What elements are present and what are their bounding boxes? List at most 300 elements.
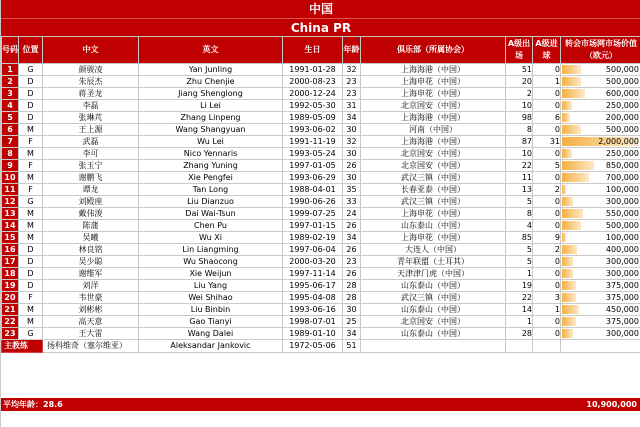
player-value: 700,000 <box>605 172 639 182</box>
player-value-cell[interactable] <box>561 160 640 172</box>
player-name-cn[interactable]: 吴少聪 <box>43 256 139 268</box>
player-age[interactable]: 30 <box>343 124 361 136</box>
player-name-en[interactable]: Chen Pu <box>139 220 283 232</box>
player-name-cn[interactable]: 刘洋 <box>43 280 139 292</box>
player-number[interactable]: 19 <box>2 280 19 292</box>
player-apps[interactable]: 20 <box>506 76 533 88</box>
player-age[interactable]: 34 <box>343 232 361 244</box>
player-value-cell[interactable] <box>561 208 640 220</box>
player-value-cell[interactable] <box>561 172 640 184</box>
player-age[interactable]: 23 <box>343 76 361 88</box>
player-goals[interactable]: 0 <box>533 100 561 112</box>
player-name-en[interactable]: Dai Wai-Tsun <box>139 208 283 220</box>
player-age[interactable]: 26 <box>343 160 361 172</box>
player-club[interactable]: 山东泰山（中国） <box>361 220 506 232</box>
player-value-cell[interactable] <box>561 136 640 148</box>
table-row <box>2 148 640 160</box>
player-name-en[interactable]: Wei Shihao <box>139 292 283 304</box>
player-name-cn[interactable]: 谢鹏飞 <box>43 172 139 184</box>
player-value: 300,000 <box>605 256 639 266</box>
player-position[interactable]: M <box>19 148 43 160</box>
player-number[interactable]: 12 <box>2 196 19 208</box>
player-goals[interactable]: 6 <box>533 112 561 124</box>
player-goals[interactable]: 0 <box>533 328 561 340</box>
value-data-bar <box>562 185 566 194</box>
player-dob[interactable]: 1997-01-05 <box>283 160 343 172</box>
player-goals[interactable]: 0 <box>533 64 561 76</box>
player-apps[interactable]: 5 <box>506 244 533 256</box>
table-row <box>2 88 640 100</box>
player-value-cell[interactable] <box>561 280 640 292</box>
player-club[interactable]: 武汉三镇（中国） <box>361 172 506 184</box>
player-dob[interactable]: 1993-05-24 <box>283 148 343 160</box>
player-apps[interactable]: 8 <box>506 124 533 136</box>
player-club[interactable]: 上海申花（中国） <box>361 88 506 100</box>
footer-row <box>1 398 640 411</box>
player-goals[interactable]: 0 <box>533 256 561 268</box>
table-row <box>2 184 640 196</box>
player-dob[interactable]: 1998-07-01 <box>283 316 343 328</box>
player-name-en[interactable]: Gao Tianyi <box>139 316 283 328</box>
player-value-cell[interactable] <box>561 184 640 196</box>
player-number[interactable]: 16 <box>2 244 19 256</box>
player-club[interactable]: 山东泰山（中国） <box>361 280 506 292</box>
player-number[interactable]: 9 <box>2 160 19 172</box>
player-number[interactable]: 17 <box>2 256 19 268</box>
player-dob[interactable]: 2000-12-24 <box>283 88 343 100</box>
player-value-cell[interactable] <box>561 316 640 328</box>
player-age[interactable]: 23 <box>343 88 361 100</box>
player-position[interactable]: F <box>19 292 43 304</box>
player-name-en[interactable]: Nico Yennaris <box>139 148 283 160</box>
player-name-en[interactable]: Xie Weijun <box>139 268 283 280</box>
table-row <box>2 256 640 268</box>
player-dob[interactable]: 1991-01-28 <box>283 64 343 76</box>
header-no[interactable]: 号码 <box>2 37 19 64</box>
player-apps[interactable]: 98 <box>506 112 533 124</box>
player-position[interactable]: M <box>19 172 43 184</box>
player-name-cn[interactable]: 刘彬彬 <box>43 304 139 316</box>
player-apps[interactable]: 85 <box>506 232 533 244</box>
table-subtitle: China PR <box>1 18 640 37</box>
table-row <box>2 64 640 76</box>
player-dob[interactable]: 1997-06-04 <box>283 244 343 256</box>
player-name-cn[interactable]: 朱辰杰 <box>43 76 139 88</box>
table-row <box>2 208 640 220</box>
player-age[interactable]: 28 <box>343 292 361 304</box>
player-name-cn[interactable]: 武磊 <box>43 136 139 148</box>
player-goals[interactable]: 0 <box>533 208 561 220</box>
player-apps[interactable]: 14 <box>506 304 533 316</box>
table-row <box>2 124 640 136</box>
player-apps[interactable]: 13 <box>506 184 533 196</box>
table-row <box>2 268 640 280</box>
value-data-bar <box>562 89 585 98</box>
player-name-en[interactable]: Jiang Shenglong <box>139 88 283 100</box>
coach-apps-cell[interactable] <box>506 340 533 353</box>
player-age[interactable]: 32 <box>343 136 361 148</box>
table-row <box>2 244 640 256</box>
player-position[interactable]: G <box>19 64 43 76</box>
player-name-cn[interactable]: 谢维军 <box>43 268 139 280</box>
player-apps[interactable]: 87 <box>506 136 533 148</box>
player-age[interactable]: 30 <box>343 304 361 316</box>
player-club[interactable]: 武汉三镇（中国） <box>361 292 506 304</box>
player-value-cell[interactable] <box>561 88 640 100</box>
player-name-cn[interactable]: 蒋圣龙 <box>43 88 139 100</box>
player-number[interactable]: 2 <box>2 76 19 88</box>
player-position[interactable]: M <box>19 124 43 136</box>
player-value-cell[interactable] <box>561 196 640 208</box>
player-club[interactable]: 上海申花（中国） <box>361 232 506 244</box>
player-value: 400,000 <box>605 244 639 254</box>
player-apps[interactable]: 11 <box>506 172 533 184</box>
player-value: 375,000 <box>605 292 639 302</box>
player-position[interactable]: D <box>19 244 43 256</box>
player-dob[interactable]: 1993-06-29 <box>283 172 343 184</box>
table-row <box>2 232 640 244</box>
player-name-en[interactable]: Xie Pengfei <box>139 172 283 184</box>
player-goals[interactable]: 0 <box>533 268 561 280</box>
player-club[interactable]: 山东泰山（中国） <box>361 328 506 340</box>
player-value: 850,000 <box>605 160 639 170</box>
player-club[interactable]: 长春亚泰（中国） <box>361 184 506 196</box>
value-data-bar <box>562 149 572 158</box>
player-club[interactable]: 山东泰山（中国） <box>361 304 506 316</box>
player-goals[interactable]: 5 <box>533 160 561 172</box>
player-position[interactable]: D <box>19 100 43 112</box>
coach-label[interactable]: 主教练 <box>2 340 43 353</box>
player-value: 2,000,000 <box>598 136 639 146</box>
player-age[interactable]: 34 <box>343 112 361 124</box>
player-number[interactable]: 21 <box>2 304 19 316</box>
header-club[interactable]: 俱乐部（所属协会） <box>361 37 506 64</box>
player-goals[interactable]: 2 <box>533 184 561 196</box>
player-dob[interactable]: 2000-03-20 <box>283 256 343 268</box>
player-dob[interactable]: 1993-06-02 <box>283 124 343 136</box>
player-position[interactable]: M <box>19 232 43 244</box>
player-dob[interactable]: 1991-11-19 <box>283 136 343 148</box>
player-number[interactable]: 8 <box>2 148 19 160</box>
player-position[interactable]: D <box>19 88 43 100</box>
player-goals[interactable]: 3 <box>533 292 561 304</box>
player-apps[interactable]: 1 <box>506 316 533 328</box>
value-data-bar <box>562 293 576 302</box>
player-number[interactable]: 14 <box>2 220 19 232</box>
player-apps[interactable]: 8 <box>506 208 533 220</box>
player-age[interactable]: 28 <box>343 280 361 292</box>
table-row <box>2 280 640 292</box>
coach-goals-cell[interactable] <box>533 340 561 353</box>
player-apps[interactable]: 10 <box>506 100 533 112</box>
table-row <box>2 100 640 112</box>
player-apps[interactable]: 51 <box>506 64 533 76</box>
player-value: 600,000 <box>605 88 639 98</box>
header-cn[interactable]: 中文 <box>43 37 139 64</box>
value-data-bar <box>562 101 572 110</box>
player-club[interactable]: 天津津门虎（中国） <box>361 268 506 280</box>
player-number[interactable]: 23 <box>2 328 19 340</box>
player-apps[interactable]: 28 <box>506 328 533 340</box>
player-name-en[interactable]: Liu Yang <box>139 280 283 292</box>
player-name-en[interactable]: Yan Junling <box>139 64 283 76</box>
coach-club-cell[interactable] <box>361 340 506 353</box>
player-value: 450,000 <box>605 304 639 314</box>
player-number[interactable]: 6 <box>2 124 19 136</box>
header-en[interactable]: 英文 <box>139 37 283 64</box>
player-name-en[interactable]: Liu Dianzuo <box>139 196 283 208</box>
player-position[interactable]: M <box>19 220 43 232</box>
player-apps[interactable]: 10 <box>506 148 533 160</box>
player-age[interactable]: 26 <box>343 220 361 232</box>
player-number[interactable]: 22 <box>2 316 19 328</box>
player-goals[interactable]: 2 <box>533 244 561 256</box>
player-dob[interactable]: 1995-06-17 <box>283 280 343 292</box>
coach-age[interactable]: 51 <box>343 340 361 353</box>
value-data-bar <box>562 113 570 122</box>
player-number[interactable]: 20 <box>2 292 19 304</box>
player-goals[interactable]: 1 <box>533 304 561 316</box>
player-number[interactable]: 1 <box>2 64 19 76</box>
player-apps[interactable]: 5 <box>506 256 533 268</box>
player-club[interactable]: 武汉三镇（中国） <box>361 196 506 208</box>
player-goals[interactable]: 0 <box>533 172 561 184</box>
player-name-cn[interactable]: 韦世豪 <box>43 292 139 304</box>
player-club[interactable]: 河南（中国） <box>361 124 506 136</box>
player-name-en[interactable]: Zhang Linpeng <box>139 112 283 124</box>
player-number[interactable]: 10 <box>2 172 19 184</box>
player-club[interactable]: 上海海港（中国） <box>361 136 506 148</box>
player-dob[interactable]: 1992-05-30 <box>283 100 343 112</box>
player-value: 375,000 <box>605 316 639 326</box>
player-dob[interactable]: 1997-01-15 <box>283 220 343 232</box>
player-goals[interactable]: 31 <box>533 136 561 148</box>
player-value: 550,000 <box>605 208 639 218</box>
table-row <box>2 136 640 148</box>
player-position[interactable]: D <box>19 280 43 292</box>
player-apps[interactable]: 19 <box>506 280 533 292</box>
player-club[interactable]: 上海海港（中国） <box>361 112 506 124</box>
player-name-en[interactable]: Lin Liangming <box>139 244 283 256</box>
player-name-en[interactable]: Zhu Chenjie <box>139 76 283 88</box>
player-dob[interactable]: 1989-02-19 <box>283 232 343 244</box>
player-age[interactable]: 35 <box>343 184 361 196</box>
player-name-en[interactable]: Tan Long <box>139 184 283 196</box>
player-number[interactable]: 4 <box>2 100 19 112</box>
header-row <box>2 37 640 64</box>
value-data-bar <box>562 233 566 242</box>
player-name-cn[interactable]: 刘殿座 <box>43 196 139 208</box>
player-club[interactable]: 大连人（中国） <box>361 244 506 256</box>
player-position[interactable]: M <box>19 316 43 328</box>
player-value-cell[interactable] <box>561 256 640 268</box>
player-number[interactable]: 5 <box>2 112 19 124</box>
player-apps[interactable]: 22 <box>506 160 533 172</box>
average-age[interactable]: 平均年龄：28.6 <box>3 400 63 409</box>
player-number[interactable]: 15 <box>2 232 19 244</box>
value-data-bar <box>562 173 589 182</box>
player-value-cell[interactable] <box>561 64 640 76</box>
table-row <box>2 76 640 88</box>
player-value: 100,000 <box>605 232 639 242</box>
player-age[interactable]: 32 <box>343 64 361 76</box>
player-name-cn[interactable]: 王大雷 <box>43 328 139 340</box>
player-club[interactable]: 北京国安（中国） <box>361 148 506 160</box>
player-position[interactable]: D <box>19 256 43 268</box>
player-dob[interactable]: 1990-06-26 <box>283 196 343 208</box>
player-value-cell[interactable] <box>561 244 640 256</box>
player-age[interactable]: 25 <box>343 316 361 328</box>
player-club[interactable]: 上海海港（中国） <box>361 64 506 76</box>
player-name-en[interactable]: Li Lei <box>139 100 283 112</box>
player-name-en[interactable]: Zhang Yuning <box>139 160 283 172</box>
player-value-cell[interactable] <box>561 292 640 304</box>
player-name-en[interactable]: Wu Xi <box>139 232 283 244</box>
player-goals[interactable]: 0 <box>533 88 561 100</box>
player-name-cn[interactable]: 林良铭 <box>43 244 139 256</box>
player-dob[interactable]: 1993-06-16 <box>283 304 343 316</box>
player-name-en[interactable]: Wang Dalei <box>139 328 283 340</box>
player-club[interactable]: 上海申花（中国） <box>361 76 506 88</box>
player-name-en[interactable]: Liu Binbin <box>139 304 283 316</box>
player-apps[interactable]: 1 <box>506 268 533 280</box>
player-dob[interactable]: 1995-04-08 <box>283 292 343 304</box>
player-name-en[interactable]: Wu Lei <box>139 136 283 148</box>
player-name-cn[interactable]: 高天意 <box>43 316 139 328</box>
player-position[interactable]: G <box>19 328 43 340</box>
player-goals[interactable]: 0 <box>533 148 561 160</box>
player-goals[interactable]: 1 <box>533 76 561 88</box>
value-data-bar <box>562 317 576 326</box>
value-data-bar <box>562 65 581 74</box>
header-age[interactable]: 年龄 <box>343 37 361 64</box>
player-position[interactable]: D <box>19 76 43 88</box>
player-number[interactable]: 7 <box>2 136 19 148</box>
roster-body <box>2 64 640 340</box>
player-dob[interactable]: 1989-01-10 <box>283 328 343 340</box>
player-value-cell[interactable] <box>561 232 640 244</box>
player-age[interactable]: 30 <box>343 172 361 184</box>
player-value-cell[interactable] <box>561 220 640 232</box>
player-position[interactable]: F <box>19 184 43 196</box>
player-dob[interactable]: 2000-08-23 <box>283 76 343 88</box>
player-number[interactable]: 3 <box>2 88 19 100</box>
player-name-cn[interactable]: 谭龙 <box>43 184 139 196</box>
value-data-bar <box>562 245 577 254</box>
player-value: 250,000 <box>605 148 639 158</box>
player-position[interactable]: M <box>19 304 43 316</box>
player-value-cell[interactable] <box>561 100 640 112</box>
player-age[interactable]: 30 <box>343 148 361 160</box>
player-name-en[interactable]: Wu Shaocong <box>139 256 283 268</box>
coach-value-cell[interactable] <box>561 340 640 353</box>
table-row <box>2 196 640 208</box>
player-age[interactable]: 34 <box>343 328 361 340</box>
player-value: 100,000 <box>605 184 639 194</box>
player-position[interactable]: M <box>19 208 43 220</box>
player-apps[interactable]: 4 <box>506 220 533 232</box>
player-goals[interactable]: 9 <box>533 232 561 244</box>
table-row <box>2 316 640 328</box>
player-name-cn[interactable]: 李可 <box>43 148 139 160</box>
player-value: 250,000 <box>605 100 639 110</box>
header-goals[interactable]: A级进球 <box>533 37 561 64</box>
player-position[interactable]: G <box>19 196 43 208</box>
player-name-cn[interactable]: 颜骏凌 <box>43 64 139 76</box>
coach-dob[interactable]: 1972-05-06 <box>283 340 343 353</box>
value-data-bar <box>562 281 576 290</box>
player-age[interactable]: 33 <box>343 196 361 208</box>
player-value-cell[interactable] <box>561 76 640 88</box>
roster-table <box>1 36 640 353</box>
player-position[interactable]: F <box>19 160 43 172</box>
player-age[interactable]: 23 <box>343 256 361 268</box>
player-apps[interactable]: 2 <box>506 88 533 100</box>
player-name-cn[interactable]: 戴伟浚 <box>43 208 139 220</box>
player-position[interactable]: D <box>19 268 43 280</box>
player-position[interactable]: F <box>19 136 43 148</box>
player-goals[interactable]: 0 <box>533 196 561 208</box>
header-apps[interactable]: A级出场 <box>506 37 533 64</box>
player-dob[interactable]: 1988-04-01 <box>283 184 343 196</box>
player-name-cn[interactable]: 吴曦 <box>43 232 139 244</box>
player-name-en[interactable]: Wang Shangyuan <box>139 124 283 136</box>
player-position[interactable]: D <box>19 112 43 124</box>
header-value[interactable]: 转会市场网市场价值（欧元） <box>561 37 640 64</box>
player-club[interactable]: 上海申花（中国） <box>361 208 506 220</box>
player-value-cell[interactable] <box>561 304 640 316</box>
player-value-cell[interactable] <box>561 328 640 340</box>
total-value[interactable]: 10,900,000 <box>586 400 637 409</box>
player-name-cn[interactable]: 陈蒲 <box>43 220 139 232</box>
player-apps[interactable]: 22 <box>506 292 533 304</box>
player-value: 500,000 <box>605 124 639 134</box>
player-value-cell[interactable] <box>561 268 640 280</box>
player-club[interactable]: 青年联盟（土耳其） <box>361 256 506 268</box>
player-age[interactable]: 24 <box>343 208 361 220</box>
header-dob[interactable]: 生日 <box>283 37 343 64</box>
coach-name-en[interactable]: Aleksandar Jankovic <box>139 340 283 353</box>
player-club[interactable]: 北京国安（中国） <box>361 160 506 172</box>
player-goals[interactable]: 0 <box>533 316 561 328</box>
player-club[interactable]: 北京国安（中国） <box>361 100 506 112</box>
player-value-cell[interactable] <box>561 124 640 136</box>
player-name-cn[interactable]: 王上源 <box>43 124 139 136</box>
player-dob[interactable]: 1999-07-25 <box>283 208 343 220</box>
player-value-cell[interactable] <box>561 112 640 124</box>
player-age[interactable]: 31 <box>343 100 361 112</box>
player-goals[interactable]: 0 <box>533 220 561 232</box>
coach-name-cn[interactable]: 扬科维奇（塞尔维亚） <box>43 340 139 353</box>
header-pos[interactable]: 位置 <box>19 37 43 64</box>
player-number[interactable]: 18 <box>2 268 19 280</box>
player-number[interactable]: 13 <box>2 208 19 220</box>
player-dob[interactable]: 1989-05-09 <box>283 112 343 124</box>
player-number[interactable]: 11 <box>2 184 19 196</box>
player-name-cn[interactable]: 张琳芃 <box>43 112 139 124</box>
player-apps[interactable]: 5 <box>506 196 533 208</box>
player-name-cn[interactable]: 张玉宁 <box>43 160 139 172</box>
player-name-cn[interactable]: 李磊 <box>43 100 139 112</box>
player-club[interactable]: 北京国安（中国） <box>361 316 506 328</box>
player-value-cell[interactable] <box>561 148 640 160</box>
player-goals[interactable]: 0 <box>533 124 561 136</box>
player-goals[interactable]: 0 <box>533 280 561 292</box>
player-age[interactable]: 26 <box>343 268 361 280</box>
player-value: 300,000 <box>605 268 639 278</box>
player-dob[interactable]: 1997-11-14 <box>283 268 343 280</box>
player-age[interactable]: 26 <box>343 244 361 256</box>
